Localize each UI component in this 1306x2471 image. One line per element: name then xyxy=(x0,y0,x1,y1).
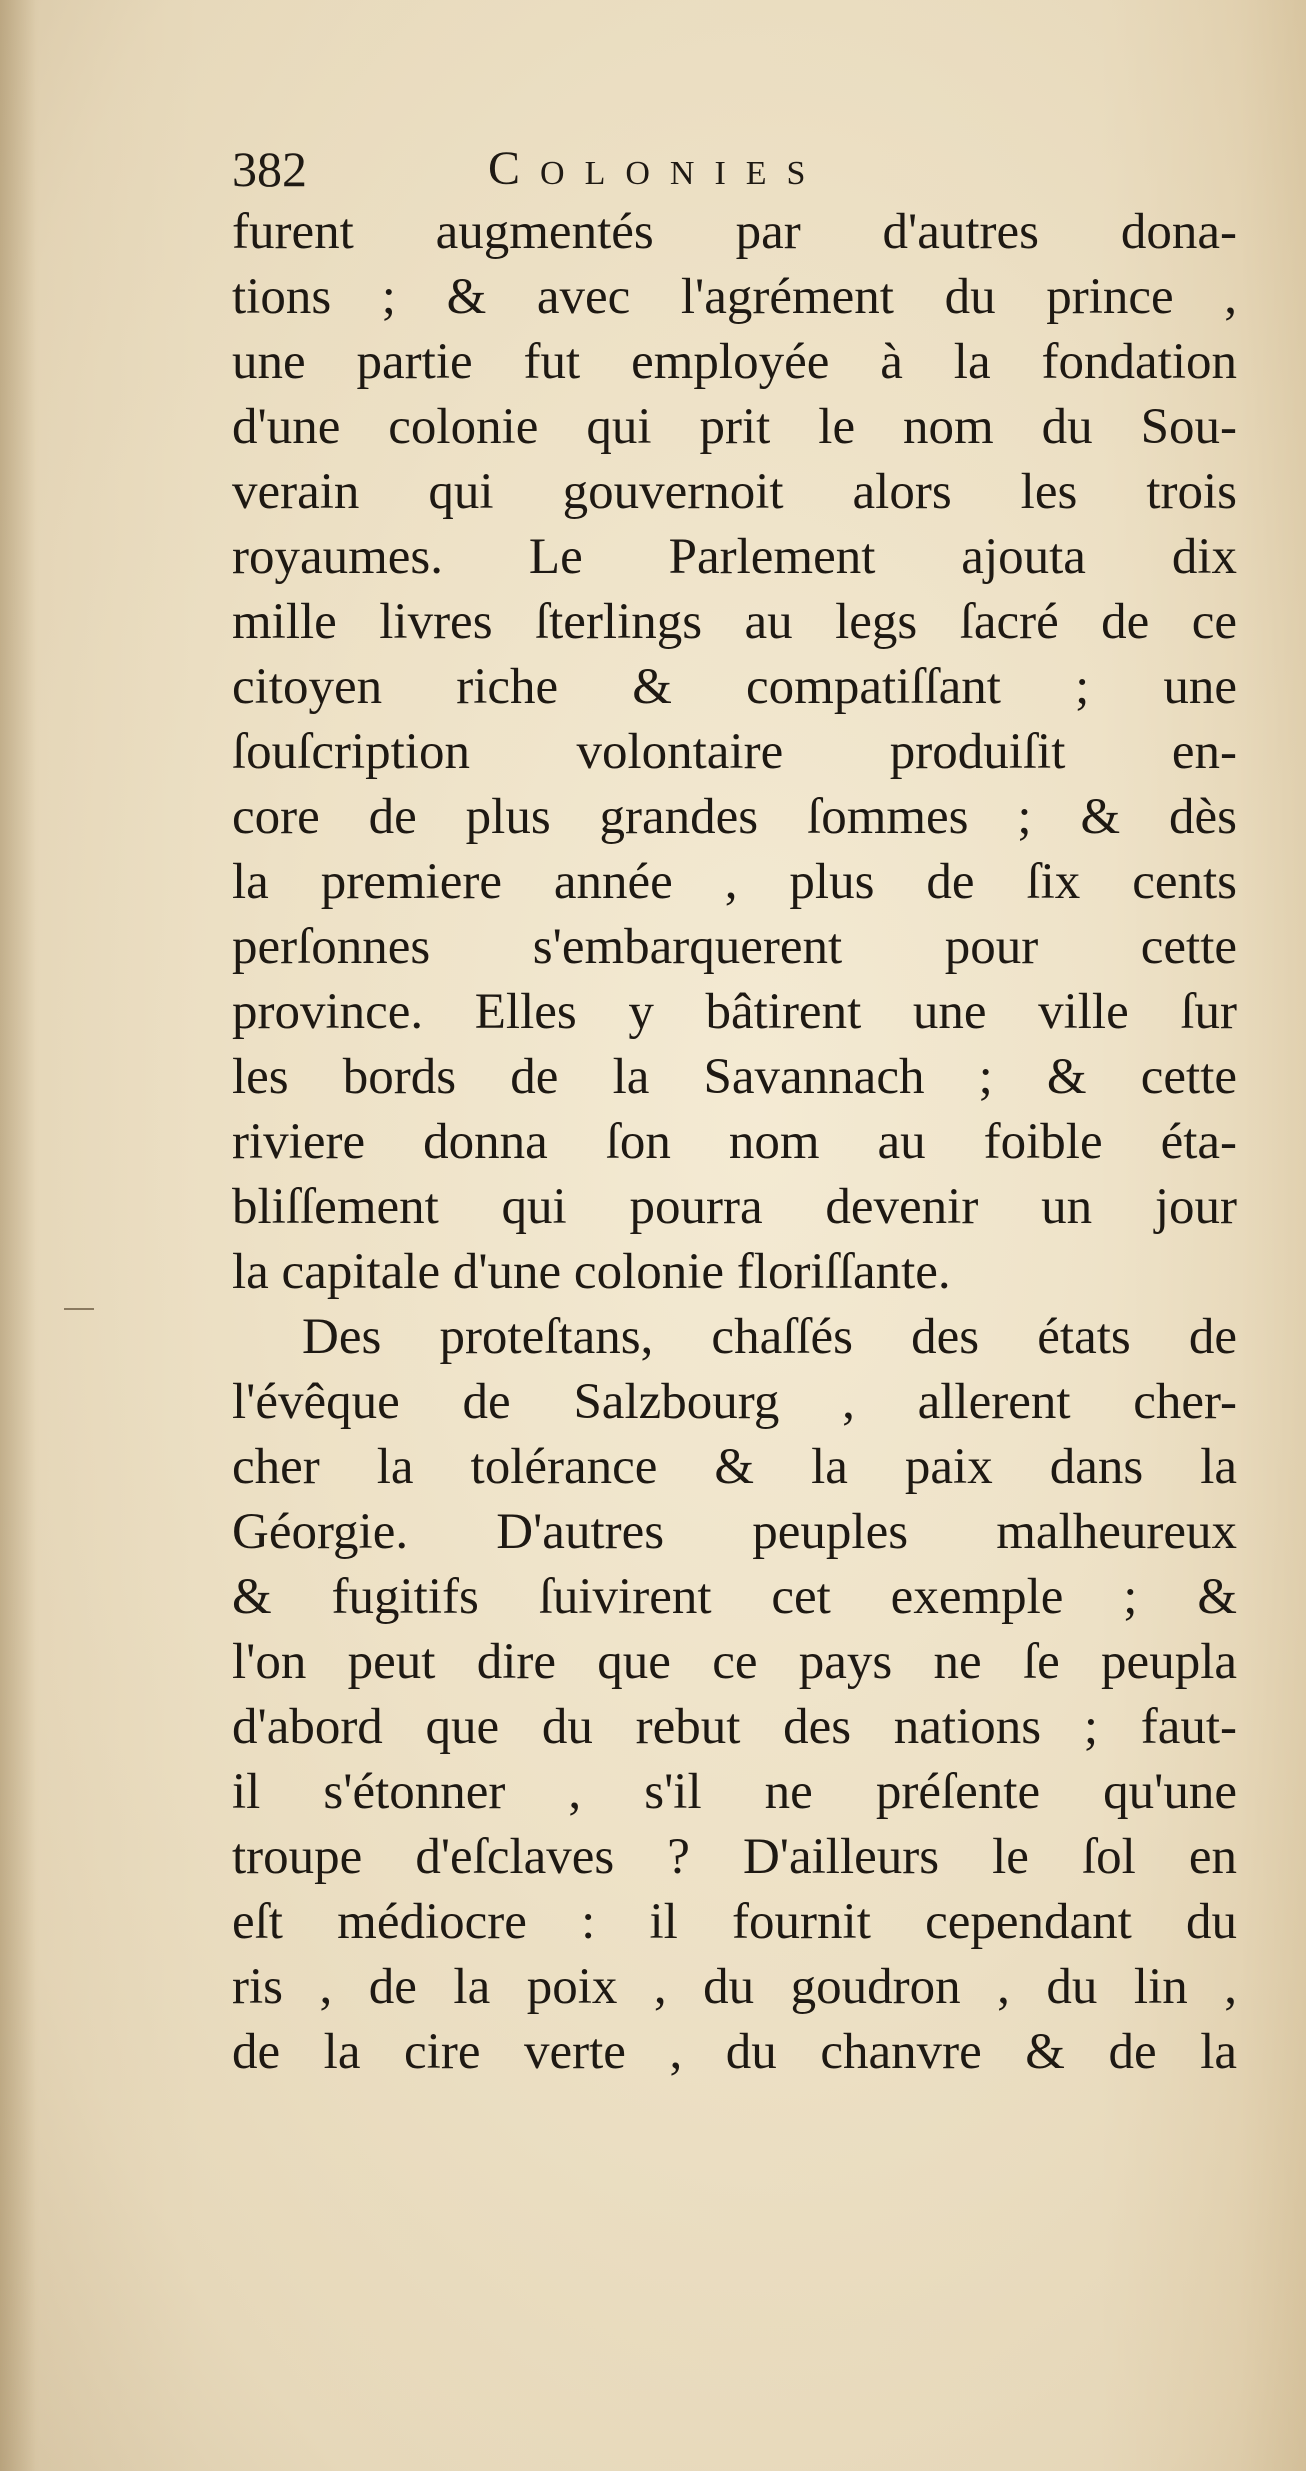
page-number: 382 xyxy=(232,141,307,197)
text-line: troupe d'eſclaves ? D'ailleurs le ſol en xyxy=(232,1829,1237,1885)
text-line: core de plus grandes ſommes ; & dès xyxy=(232,789,1237,845)
text-line: verain qui gouvernoit alors les trois xyxy=(232,464,1237,520)
text-line: Géorgie. D'autres peuples malheureux xyxy=(232,1504,1237,1560)
text-line: furent augmentés par d'autres dona- xyxy=(232,204,1237,260)
text-line: d'abord que du rebut des nations ; faut- xyxy=(232,1699,1237,1755)
text-line: riviere donna ſon nom au foible éta- xyxy=(232,1114,1237,1170)
text-line: ſouſcription volontaire produiſit en- xyxy=(232,724,1237,780)
gutter-shadow xyxy=(0,0,36,2471)
paragraph-first-line: Des proteſtans, chaſſés des états de xyxy=(302,1309,1237,1365)
page-header xyxy=(232,136,1032,202)
text-line: une partie fut employée à la fondation xyxy=(232,334,1237,390)
text-line: mille livres ſterlings au legs ſacré de ce xyxy=(232,594,1237,650)
text-line: les bords de la Savannach ; & cette xyxy=(232,1049,1237,1105)
body-text xyxy=(232,200,1237,2085)
text-line: cher la tolérance & la paix dans la xyxy=(232,1439,1237,1495)
text-line: l'évêque de Salzbourg , allerent cher- xyxy=(232,1374,1237,1430)
text-line: ris , de la poix , du goudron , du lin , xyxy=(232,1959,1237,2015)
paragraph-end-line: la capitale d'une colonie floriſſante. xyxy=(232,1244,951,1300)
text-line: royaumes. Le Parlement ajouta dix xyxy=(232,529,1237,585)
text-line: citoyen riche & compatiſſant ; une xyxy=(232,659,1237,715)
text-line: l'on peut dire que ce pays ne ſe peupla xyxy=(232,1634,1237,1690)
text-line: & fugitifs ſuivirent cet exemple ; & xyxy=(232,1569,1237,1625)
text-line: bliſſement qui pourra devenir un jour xyxy=(232,1179,1237,1235)
text-line: tions ; & avec l'agrément du prince , xyxy=(232,269,1237,325)
text-line: perſonnes s'embarquerent pour cette xyxy=(232,919,1237,975)
text-line: d'une colonie qui prit le nom du Sou- xyxy=(232,399,1237,455)
margin-mark xyxy=(64,1308,94,1310)
text-line: la premiere année , plus de ſix cents xyxy=(232,854,1237,910)
text-line: il s'étonner , s'il ne préſente qu'une xyxy=(232,1764,1237,1820)
text-line: de la cire verte , du chanvre & de la xyxy=(232,2024,1237,2080)
text-line: province. Elles y bâtirent une ville ſur xyxy=(232,984,1237,1040)
text-line: eſt médiocre : il fournit cependant du xyxy=(232,1894,1237,1950)
running-head: Colonies xyxy=(488,142,826,195)
